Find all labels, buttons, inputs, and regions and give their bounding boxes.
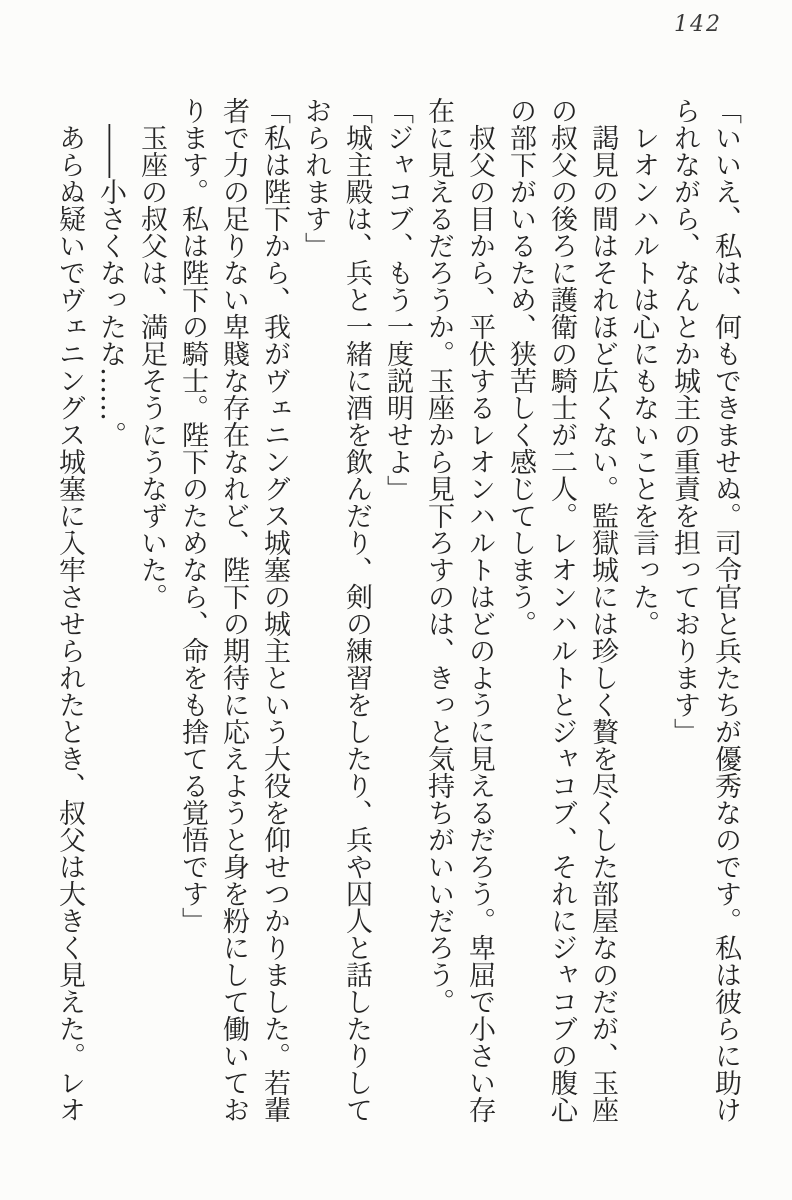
paragraph: あらぬ疑いでヴェニングス城塞に入牢させられたとき、叔父は大きく見えた。レオ	[54, 124, 85, 1123]
paragraph: 「ジャコブ、もう一度説明せよ」	[382, 97, 413, 502]
paragraph: 謁見の間はそれほど広くない。監獄城には珍しく贅を尽くした部屋なのだが、玉座の叔父の後ろに護衛の騎士が二人。レオンハルトとジャコブ、それにジャコブの腹心の部下がいるため、狭苦しく感じてしまう。	[505, 97, 618, 1123]
paragraph: 「いいえ、私は、何もできませぬ。司令官と兵たちが優秀なのです。私は彼らに助けられながら、なんとか城主の重責を担っております」	[669, 97, 741, 1123]
paragraph: 玉座の叔父は、満足そうにうなずいた。	[136, 124, 167, 610]
vertical-text-block	[46, 97, 746, 1129]
paragraph: 叔父の目から、平伏するレオンハルトはどのように見えるだろう。卑屈で小さい存在に見えるだろうか。玉座から見下ろすのは、きっと気持ちがいいだろう。	[423, 97, 495, 1123]
paragraph: レオンハルトは心にもないことを言った。	[628, 124, 659, 637]
paragraph: 「私は陛下から、我がヴェニングス城塞の城主という大役を仰せつかりました。若輩者で力の足りない卑賤な存在なれど、陛下の期待に応えようと身を粉にして働いております。私は陛下の騎士。陛下のためなら、命をも捨てる覚悟です」	[177, 97, 290, 1123]
paragraph: 「城主殿は、兵と一緒に酒を飲んだり、剣の練習をしたり、兵や囚人と話したりしておられます」	[300, 97, 372, 1123]
paragraph: ――小さくなったな……。	[95, 124, 126, 448]
page-number: 142	[674, 12, 722, 37]
